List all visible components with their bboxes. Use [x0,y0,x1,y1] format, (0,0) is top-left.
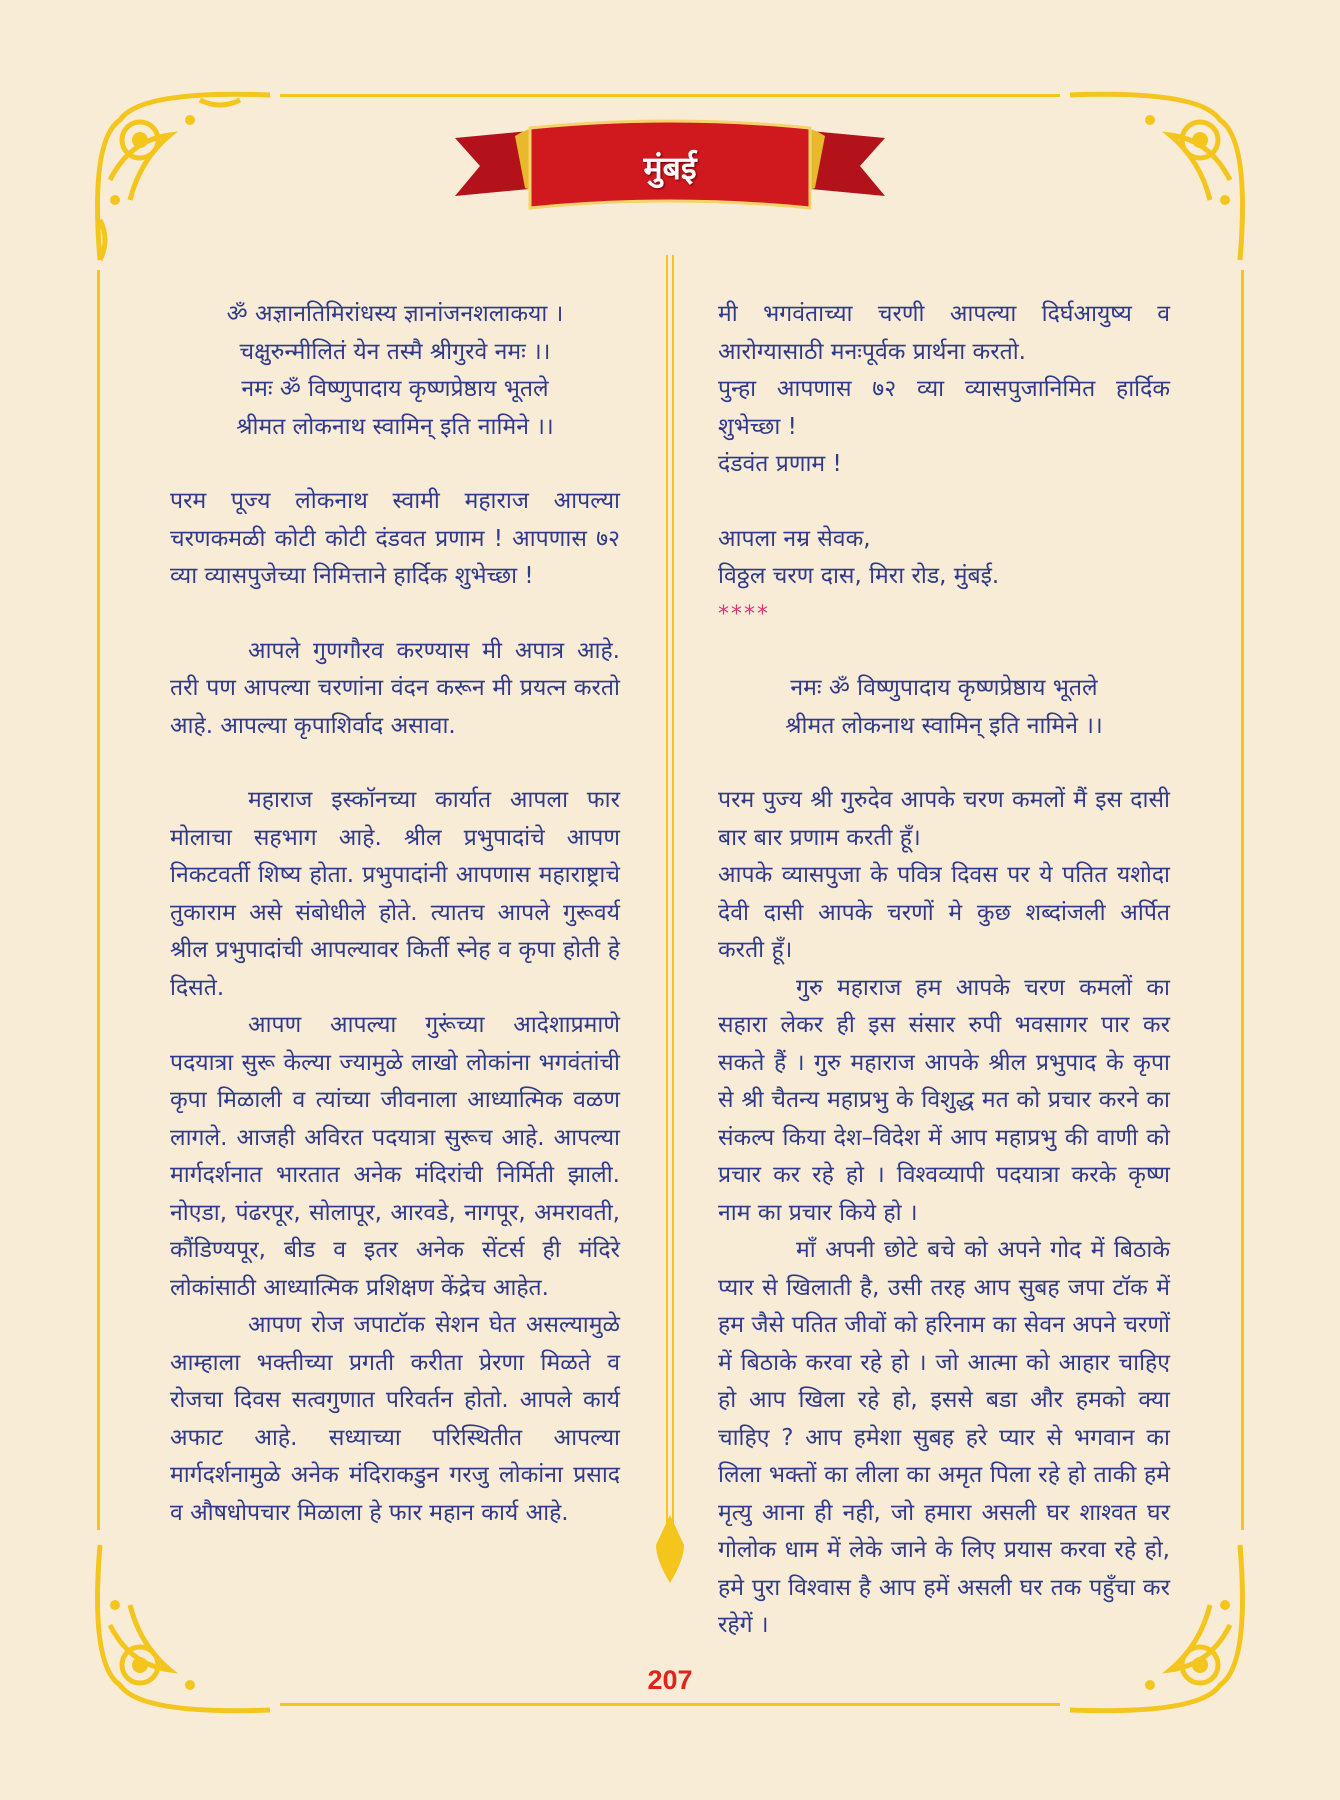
verse-line: नमः ॐ विष्णुपादाय कृष्णप्रेष्ठाय भूतले [241,376,549,402]
signature-name: विठ्ठल चरण दास, मिरा रोड, मुंबई. [718,563,1000,589]
verse-line: श्रीमत लोकनाथ स्वामिन् इति नामिने ।। [785,712,1103,739]
left-column [170,296,620,1532]
column-divider [666,255,674,1545]
paragraph: महाराज इस्कॉनच्या कार्यात आपला फार मोलाचा सहभाग आहे. श्रील प्रभुपादांचे आपण निकटवर्ती शिष्य होता. प्रभुपादांनी आपणास महाराष्ट्राचे तुकाराम असे संबोधीले होते. त्यातच आपले गुरूवर्य श्रील प्रभुपादांची आपल्यावर किर्ती स्नेह व कृपा होती हे दिसते. [170,787,620,1001]
paragraph: आपण आपल्या गुरूंच्या आदेशाप्रमाणे पदयात्रा सुरू केल्या ज्यामुळे लाखो लोकांना भगवंतांची कृपा मिळाली व त्यांच्या जीवनाला आध्यात्मिक वळण लागले. आजही अविरत पदयात्रा सुरूच आहे. आपल्या मार्गदर्शनात भारतात अनेक मंदिरांची निर्मिती झाली. नोएडा, पंढरपूर, सोलापूर, आरवडे, नागपूर, अमरावती, कौंडिण्यपूर, बीड व इतर अनेक सेंटर्स ही मंदिरे लोकांसाठी आध्यात्मिक प्रशिक्षण केंद्रेच आहेत. [170,1012,620,1301]
paragraph: मी भगवंताच्या चरणी आपल्या दिर्घआयुष्य व आरोग्यासाठी मनःपूर्वक प्रार्थना करतो. [718,301,1170,365]
verse-line: नमः ॐ विष्णुपादाय कृष्णप्रेष्ठाय भूतले [790,675,1098,701]
paragraph: परम पूज्य लोकनाथ स्वामी महाराज आपल्या चरणकमळी कोटी कोटी दंडवत प्रणाम ! आपणास ७२ व्या व्यासपुजेच्या निमित्ताने हार्दिक शुभेच्छा ! [170,488,620,589]
verse-line: श्रीमत लोकनाथ स्वामिन् इति नामिने ।। [236,413,554,440]
corner-ornament-icon [1060,80,1260,280]
sanskrit-verse [170,296,620,446]
right-column [718,296,1170,1645]
page-title: मुंबई [643,149,697,187]
frame-left-line [97,270,100,1530]
verse-line: ॐ अज्ञानतिमिरांधस्य ज्ञानांजनशलाकया । [226,301,564,327]
corner-ornament-icon [80,80,280,280]
paragraph: आपण रोज जपाटॉक सेशन घेत असल्यामुळे आम्हाला भक्तीच्या प्रगती करीता प्रेरणा मिळते व रोजचा दिवस सत्वगुणात परिवर्तन होतो. आपले कार्य अफाट आहे. सध्याच्या परिस्थितीत आपल्या मार्गदर्शनामुळे अनेक मंदिराकडुन गरजु लोकांना प्रसाद व औषधोपचार मिळाला हे फार महान कार्य आहे. [170,1312,620,1526]
separator-stars: **** [718,601,770,627]
pendant-ornament-icon [654,1515,686,1585]
paragraph: पुन्हा आपणास ७२ व्या व्यासपुजानिमित हार्दिक शुभेच्छा ! [718,376,1170,440]
paragraph: दंडवंत प्रणाम ! [718,451,842,477]
paragraph: आपले गुणगौरव करण्यास मी अपात्र आहे. तरी पण आपल्या चरणांना वंदन करून मी प्रयत्न करतो आहे. आपल्या कृपाशिर्वाद असावा. [170,637,620,739]
signature-line: आपला नम्र सेवक, [718,525,871,552]
title-banner [455,118,885,223]
frame-right-line [1241,270,1244,1530]
paragraph: माँ अपनी छोटे बचे को अपने गोद में बिठाके प्यार से खिलाती है, उसी तरह आप सुबह जपा टॉक में हम जैसे पतित जीवों को हरिनाम का सेवन अपने चरणों में बिठाके करवा रहे हो । जो आत्मा को आहार चाहिए हो आप खिला रहे हो, इससे बडा और हमको क्या चाहिए ? आप हमेशा सुबह हरे प्यार से भगवान का लिला भक्तों का लीला का अमृत पिला रहे हो ताकी हमे मृत्यु आना ही नही, जो हमारा असली घर शाश्वत घर गोलोक धाम में लेके जाने के लिए प्रयास करवा रहे हो, हमे पुरा विश्वास है आप हमें असली घर तक पहुँचा कर रहेगें । [718,1237,1170,1638]
verse-line: चक्षुरुन्मीलितं येन तस्मै श्रीगुरवे नमः ।। [239,338,551,365]
paragraph: गुरु महाराज हम आपके चरण कमलों का सहारा लेकर ही इस संसार रुपी भवसागर पार कर सकते हैं । गुरु महाराज आपके श्रील प्रभुपाद के कृपा से श्री चैतन्य महाप्रभु के विशुद्ध मत को प्रचार करने का संकल्प किया देश–विदेश में आप महाप्रभु की वाणी को प्रचार कर रहे हो । विश्वव्यापी पदयात्रा करके कृष्ण नाम का प्रचार किये हो । [718,974,1170,1226]
paragraph: आपके व्यासपुजा के पवित्र दिवस पर ये पतित यशोदा देवी दासी आपके चरणों मे कुछ शब्दांजली अर्पित करती हूँ। [718,862,1170,963]
page-number: 207 [647,1665,693,1695]
frame-bottom-line [280,1703,1060,1706]
paragraph: परम पुज्य श्री गुरुदेव आपके चरण कमलों मैं इस दासी बार बार प्रणाम करती हूँ। [718,787,1170,851]
frame-top-line [280,94,1060,97]
